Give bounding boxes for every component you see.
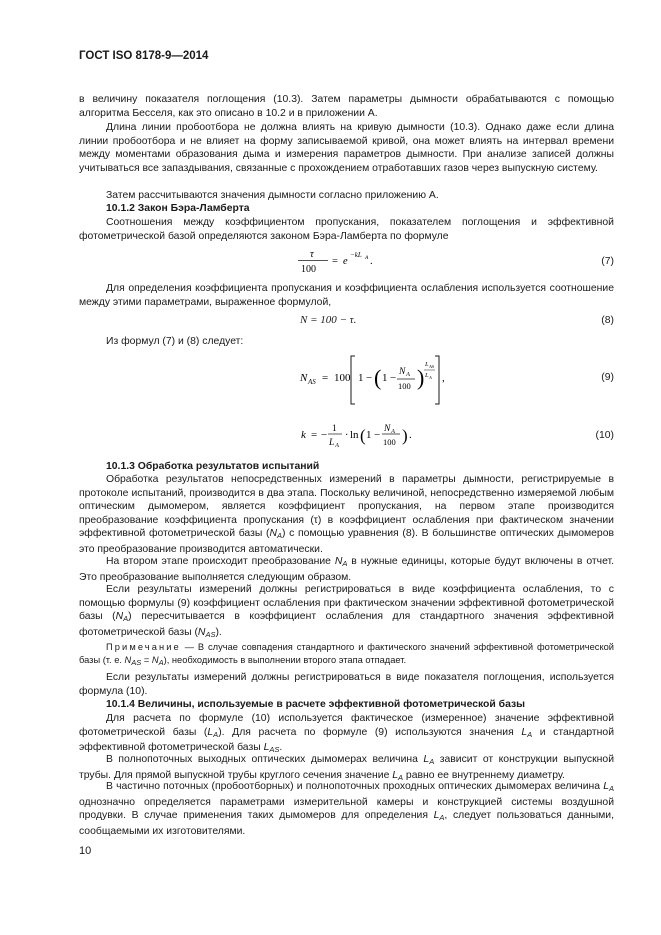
svg-text:A: A bbox=[365, 255, 369, 261]
svg-text:100: 100 bbox=[334, 372, 351, 384]
section-heading-10-1-4: 10.1.4 Величины, используемые в расчете эффективной фотометрической базы bbox=[106, 699, 526, 710]
eq7-e: e bbox=[343, 256, 348, 267]
eq7-100: 100 bbox=[301, 264, 316, 275]
svg-text:·: · bbox=[345, 430, 349, 441]
svg-text:AS: AS bbox=[429, 364, 434, 369]
svg-text:−: − bbox=[390, 372, 397, 384]
svg-text:A: A bbox=[406, 371, 410, 378]
svg-text:.: . bbox=[409, 429, 412, 441]
equation-7 bbox=[79, 246, 614, 276]
equation-7-formula bbox=[294, 246, 374, 276]
page-number: 10 bbox=[79, 845, 92, 857]
svg-text:1: 1 bbox=[358, 372, 364, 384]
svg-text:): ) bbox=[417, 365, 425, 390]
equation-9-formula bbox=[297, 352, 477, 407]
paragraph: На втором этапе происходит преобразование $N_A$ в нужные единицы, которые будут включены в отчет. Это преобразование выполняется следующим образом. bbox=[79, 556, 614, 583]
paragraph: Затем рассчитываются значения дымности согласно приложению А. bbox=[106, 190, 439, 201]
eq7-tau: τ bbox=[310, 249, 314, 260]
equation-8 bbox=[79, 314, 614, 330]
svg-text:A: A bbox=[429, 375, 432, 380]
svg-text:−: − bbox=[366, 372, 373, 384]
paragraph: Если результаты измерений должны регистрироваться в виде показателя поглощения, используется формула (10). bbox=[79, 672, 614, 697]
svg-text:(: ( bbox=[374, 365, 382, 390]
svg-text:(: ( bbox=[360, 426, 366, 445]
svg-text:N: N bbox=[384, 424, 391, 434]
equation-10 bbox=[79, 419, 614, 451]
svg-text:−kL: −kL bbox=[350, 251, 362, 259]
svg-text:A: A bbox=[335, 442, 339, 449]
svg-text:=: = bbox=[332, 256, 338, 267]
paragraph: Из формул (7) и (8) следует: bbox=[106, 336, 244, 347]
svg-text:−: − bbox=[321, 429, 328, 441]
svg-text:1: 1 bbox=[366, 429, 372, 441]
svg-text:L: L bbox=[425, 372, 429, 379]
svg-text:L: L bbox=[329, 438, 335, 448]
svg-text:ln: ln bbox=[350, 429, 359, 441]
svg-text:N: N bbox=[399, 367, 406, 377]
svg-text:): ) bbox=[402, 426, 408, 445]
svg-text:=: = bbox=[322, 372, 329, 384]
paragraph: Для определения коэффициента пропускания и коэффициента ослабления используется соотношение между этими параметрами, выраженное формулой, bbox=[79, 283, 614, 308]
svg-text:k: k bbox=[301, 429, 306, 441]
svg-text:.: . bbox=[370, 256, 373, 267]
svg-text:1: 1 bbox=[332, 424, 337, 434]
equation-9 bbox=[79, 352, 614, 407]
equation-10-formula bbox=[299, 419, 429, 451]
svg-text:=: = bbox=[311, 429, 318, 441]
paragraph: Обработка результатов непосредственных измерений в параметры дымности, регистрируемые в протоколе испытаний, производится в два этапа. Поскольку величиной, непосредственно измеряемой любым оптическим дымомером, является коэффициент пропускания, на первом этапе производится преобразование коэффициента пропускания (τ) в коэффициент ослабления при фактическом значении эффективной фотометрической базы $(N_A)$ с помощью уравнения (8). В большинстве оптических дымомеров это преобразование производится автоматически. bbox=[79, 474, 614, 555]
svg-text:100: 100 bbox=[398, 381, 411, 391]
paragraph: В полнопоточных выходных оптических дымомерах величина $L_A$ зависит от конструкции выпускной трубы. Для прямой выпускной трубы круглого сечения значение $L_A$ равно ее внутреннему диаметру. bbox=[79, 754, 614, 782]
equation-number: (7) bbox=[601, 256, 614, 267]
svg-text:L: L bbox=[425, 361, 429, 368]
note: Примечание — В случае совпадения стандартного и фактического значений эффективной фотометрической базы (т. е. $N_{AS} = N_A$), необходимость в выполнении второго этапа отпадает. bbox=[79, 642, 614, 667]
svg-text:1: 1 bbox=[382, 372, 388, 384]
svg-text:AS: AS bbox=[308, 378, 316, 386]
paragraph: Соотношения между коэффициентом пропускания, показателем поглощения и эффективной фотометрической базой определяются законом Бэра-Ламберта по формуле bbox=[79, 217, 614, 242]
svg-text:A: A bbox=[391, 428, 395, 435]
equation-number: (10) bbox=[595, 430, 614, 441]
eq8-formula: N = 100 − τ. bbox=[300, 314, 357, 326]
paragraph: Длина линии пробоотбора не должна влиять на кривую дымности (10.3). Однако даже если длина линии пробоотбора и не влияет на форму записываемой кривой, она может влиять на интервал времени между моментами образования дыма и измерения параметров дымности. При анализе записей должны учитываться все запаздывания, связанные с прохождением отработавших газов через выпускную систему. bbox=[79, 122, 614, 174]
svg-text:N: N bbox=[300, 372, 308, 384]
paragraph: В частично поточных (пробоотборных) и полнопоточных проходных оптических дымомерах величина $L_A$ однозначно определяется параметрами измерительной камеры и конструкцией системы воздушной продувки. В случае применения таких дымомеров для определения $L_A$, следует пользоваться данными, сообщаемыми их изготовителями. bbox=[79, 781, 614, 837]
paragraph: Для расчета по формуле (10) используется фактическое (измеренное) значение эффективной фотометрической базы $(L_A)$. Для расчета по формуле (9) используются значения $L_A$ и стандартной эффективной фотометрической базы $L_{AS}$. bbox=[79, 713, 615, 755]
section-heading-10-1-3: 10.1.3 Обработка результатов испытаний bbox=[106, 461, 320, 472]
section-heading-10-1-2: 10.1.2 Закон Бэра-Ламберта bbox=[106, 203, 250, 214]
equation-number: (8) bbox=[601, 315, 614, 326]
svg-text:−: − bbox=[374, 429, 381, 441]
paragraph: Если результаты измерений должны регистрироваться в виде коэффициента ослабления, то с помощью формулы (9) коэффициент ослабления при фактическом значении эффективной фотометрической базы $(N_A)$ пересчитывается в коэффициент ослабления для стандартного значения эффективной фотометрической базы $(N_{AS})$. bbox=[79, 584, 614, 639]
svg-text:,: , bbox=[442, 372, 445, 384]
paragraph: в величину показателя поглощения (10.3). Затем параметры дымности обрабатываются с помощью алгоритма Бесселя, как это описано в 10.2 и в приложении А. bbox=[79, 94, 614, 119]
equation-number: (9) bbox=[601, 372, 614, 383]
document-header: ГОСТ ISO 8178-9—2014 bbox=[79, 50, 209, 62]
svg-text:100: 100 bbox=[383, 437, 396, 447]
